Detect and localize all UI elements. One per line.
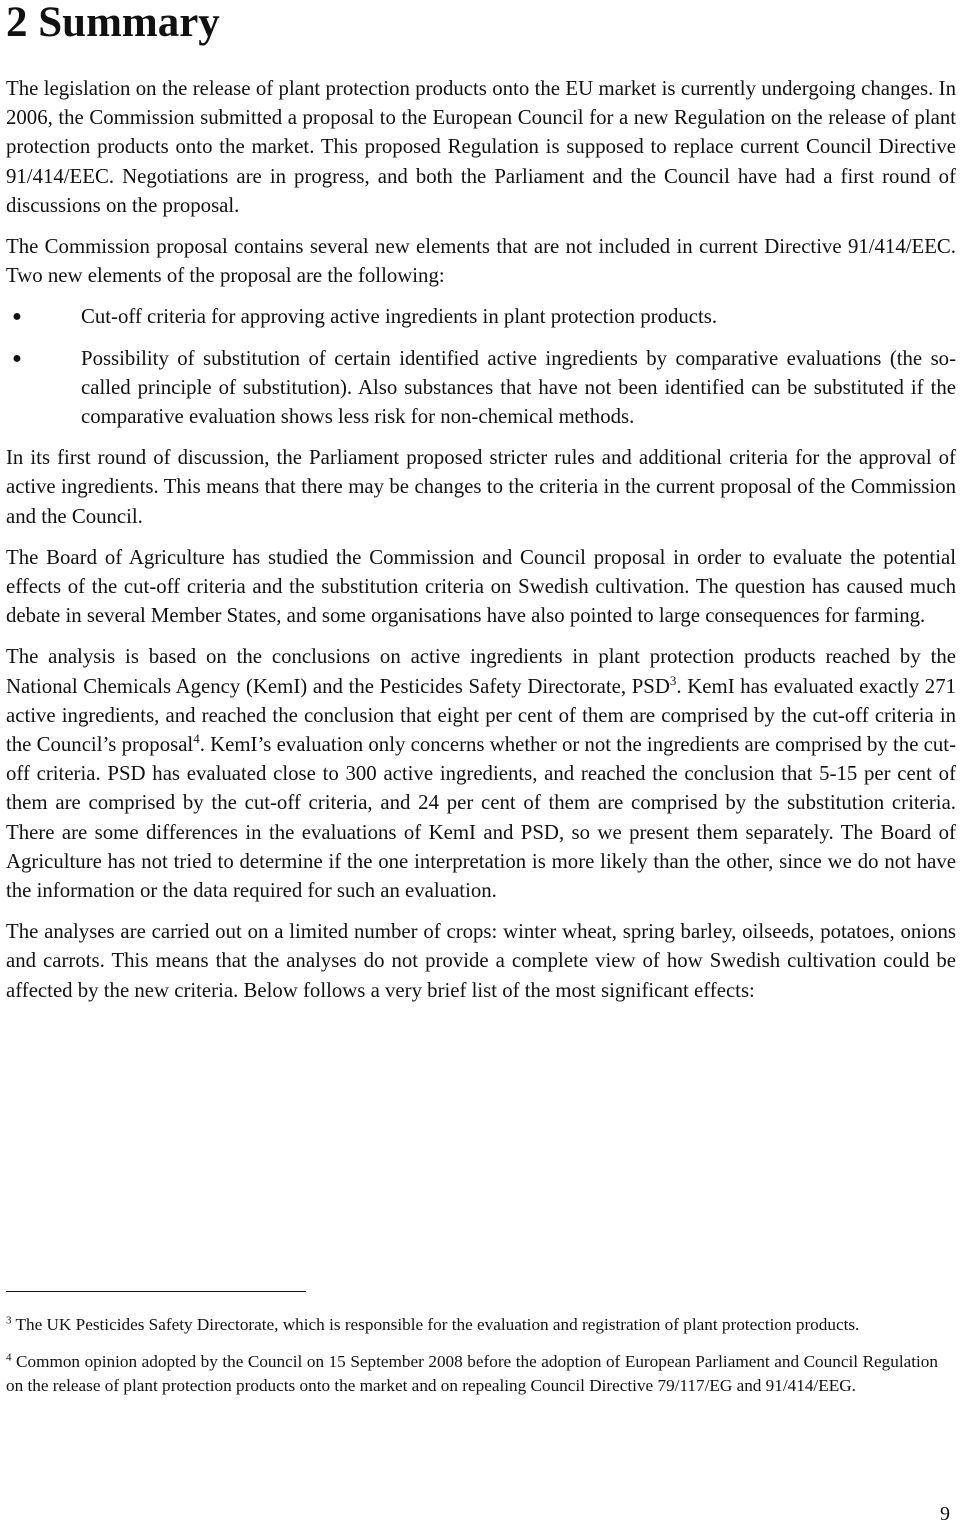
paragraph-crops: The analyses are carried out on a limited number of crops: winter wheat, spring barley, oilseeds, potatoes, onions and carrots. This means that the analyses do not provide a complete view of how Swedish cultivation could be affected by the new criteria. Below follows a very brief list of the most significant effects: — [6, 920, 956, 1002]
footnote — [6, 1313, 938, 1338]
bullet-list — [6, 302, 956, 431]
section-heading: 2 Summary — [6, 0, 220, 46]
footnote-number: 4 — [6, 1350, 12, 1363]
footnote-text: The UK Pesticides Safety Directorate, which is responsible for the evaluation and registration of plant protection products. — [15, 1315, 860, 1334]
analysis-text-part-2: . KemI has evaluated exactly 271 active ingredients, and reached the conclusion that eight per cent of them are comprised by the cut-off criteria in the Council’s proposal — [6, 674, 956, 757]
document-page — [6, 0, 956, 1529]
page-number: 9 — [940, 1503, 950, 1525]
footnote-ref-3: 3 — [669, 672, 677, 688]
footnote-number: 3 — [6, 1314, 12, 1327]
footnote — [6, 1350, 938, 1399]
footnotes — [6, 1313, 938, 1411]
footnote-divider — [6, 1291, 306, 1292]
paragraph-board-study: The Board of Agriculture has studied the Commission and Council proposal in order to evaluate the potential effects of the cut-off criteria and the substitution criteria on Swedish cultivation. The question has caused much debate in several Member States, and some organisations have also pointed to large consequences for farming. — [6, 545, 956, 628]
bullet-icon: ● — [12, 349, 22, 367]
paragraph-new-elements: The Commission proposal contains several new elements that are not included in current Directive 91/414/EEC. Two new elements of the proposal are the following: — [6, 235, 956, 288]
bullet-icon: ● — [12, 308, 22, 326]
list-item — [6, 344, 956, 432]
paragraph-analysis — [6, 642, 956, 905]
footnote-ref-4: 4 — [193, 731, 200, 747]
list-item — [6, 302, 956, 331]
paragraph-intro: The legislation on the release of plant protection products onto the EU market is currently undergoing changes. In 2006, the Commission submitted a proposal to the European Council for a new Regulation on the release of plant protection products onto the market. This proposed Regulation is supposed to replace current Council Directive 91/414/EEC. Negotiations are in progress, and both the Parliament and the Council have had a first round of discussions on the proposal. — [6, 77, 956, 217]
body-text — [6, 74, 956, 1017]
analysis-text-part-1: The analysis is based on the conclusions on active ingredients in plant protection products reached by the National Chemicals Agency (KemI) and the Pesticides Safety Directorate, PSD — [6, 645, 956, 698]
analysis-text-part-3: . KemI’s evaluation only concerns whether or not the ingredients are comprised by the cut-off criteria. PSD has evaluated close to 300 active ingredients, and reached the conclusion that 5-15 per cent of them are comprised by the cut-off criteria, and 24 per cent of them are comprised by the substitution criteria. There are some differences in the evaluations of KemI and PSD, so we present them separately. The Board of Agriculture has not tried to determine if the one interpretation is more likely than the other, since we do not have the information or the data required for such an evaluation. — [6, 733, 956, 903]
list-item-text: Cut-off criteria for approving active ingredients in plant protection products. — [81, 305, 718, 329]
list-item-text: Possibility of substitution of certain identified active ingredients by comparative evaluations (the so-called principle of substitution). Also substances that have not been identified can be substituted if the comparative evaluation shows less risk for non-chemical methods. — [81, 346, 956, 429]
paragraph-parliament: In its first round of discussion, the Parliament proposed stricter rules and additional criteria for the approval of active ingredients. This means that there may be changes to the criteria in the current proposal of the Commission and the Council. — [6, 446, 956, 528]
footnote-text: Common opinion adopted by the Council on 15 September 2008 before the adoption of European Parliament and Council Regulation on the release of plant protection products onto the market and on repealing Council Directive 79/117/EG and 91/414/EEG. — [6, 1351, 938, 1395]
